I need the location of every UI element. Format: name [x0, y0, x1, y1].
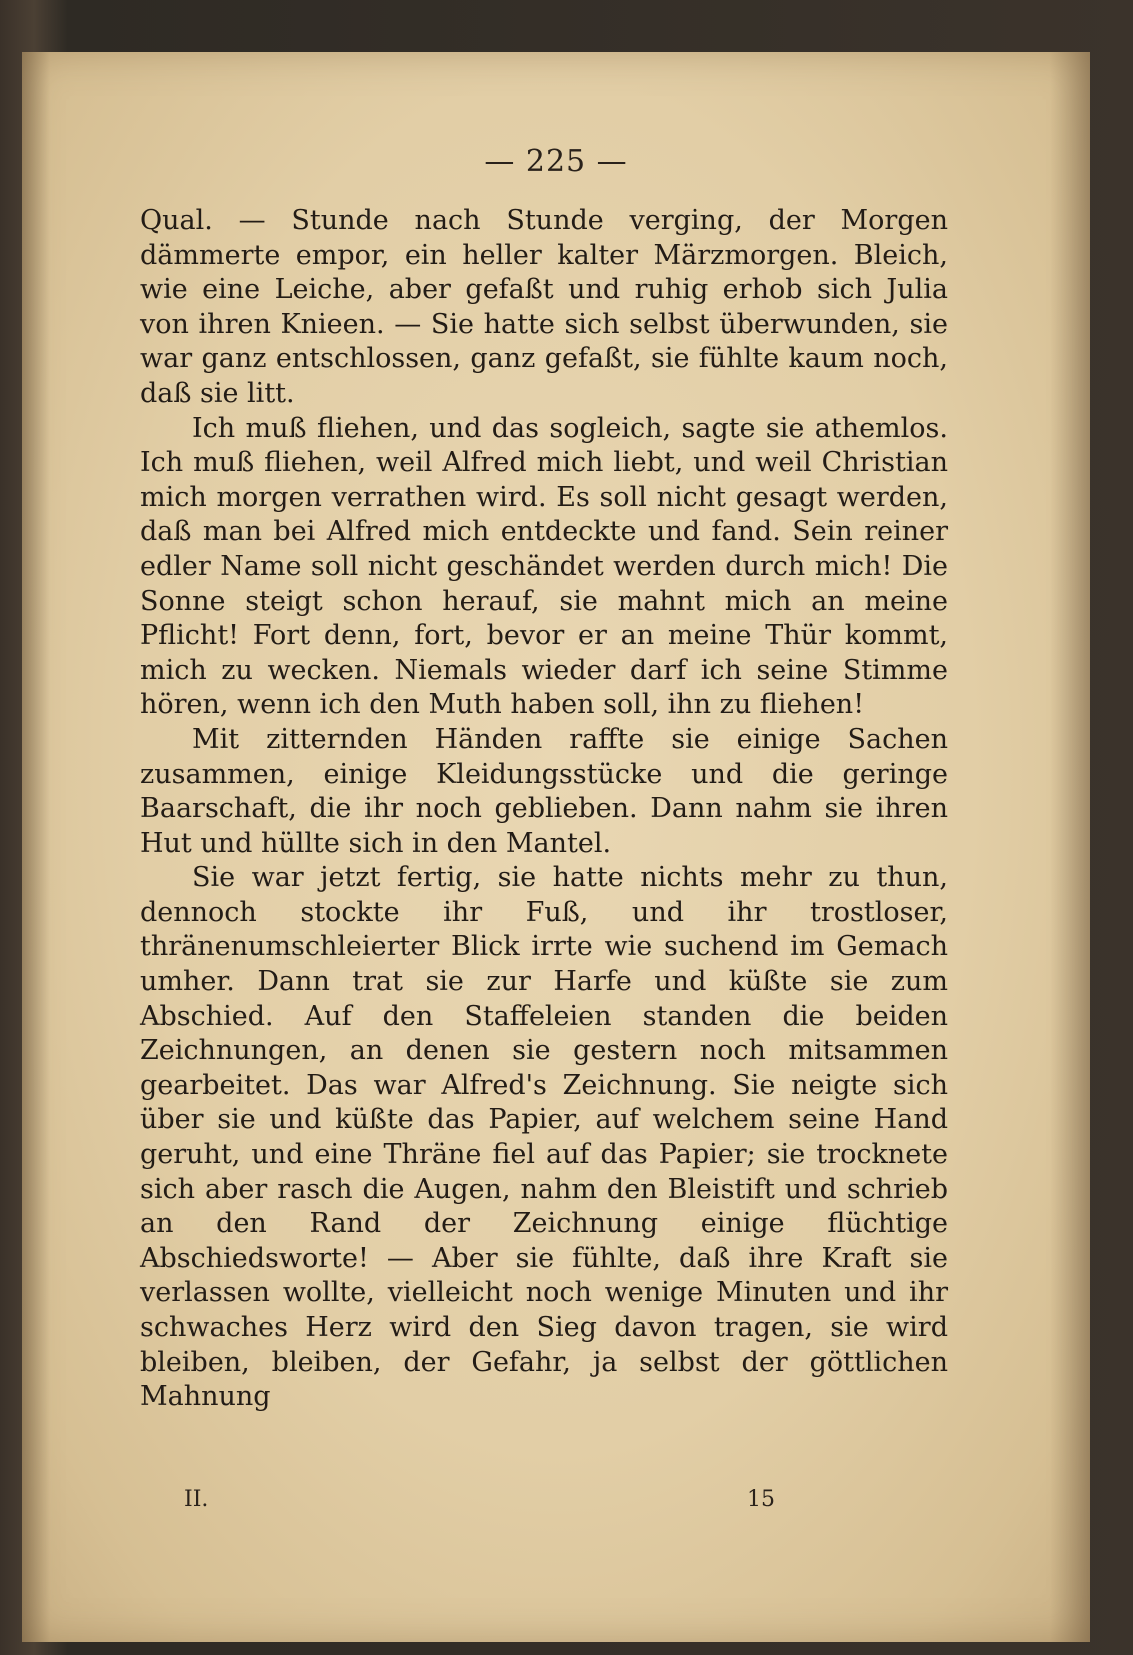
page-header: — 225 — [484, 144, 628, 179]
footer-signature: II. [184, 1487, 209, 1512]
page-body [140, 204, 948, 1415]
footer-number: 15 [747, 1487, 775, 1512]
paragraph-4: Sie war jetzt fertig, sie hatte nichts mehr zu thun, dennoch stockte ihr Fuß, und ihr trostloser, thränenumschleierter Blick irrte wie suchend im Gemach umher. Dann trat sie zur Harfe und küßte sie zum Abschied. Auf den Staffeleien standen die beiden Zeichnungen, an denen sie gestern noch mitsammen gearbeitet. Das war Alfred's Zeichnung. Sie neigte sich über sie und küßte das Papier, auf welchem seine Hand geruht, und eine Thräne fiel auf das Papier; sie trocknete sich aber rasch die Augen, nahm den Bleistift und schrieb an den Rand der Zeichnung einige flüchtige Abschiedsworte! — Aber sie fühlte, daß ihre Kraft sie verlassen wollte, vielleicht noch wenige Minuten und ihr schwaches Herz wird den Sieg davon tragen, sie wird bleiben, bleiben, der Gefahr, ja selbst der göttlichen Mahnung [140, 862, 948, 1413]
book-page [22, 52, 1090, 1642]
paragraph-1: Qual. — Stunde nach Stunde verging, der Morgen dämmerte empor, ein heller kalter Märzmorgen. Bleich, wie eine Leiche, aber gefaßt und ruhig erhob sich Julia von ihren Knieen. — Sie hatte sich selbst überwunden, sie war ganz entschlossen, ganz gefaßt, sie fühlte kaum noch, daß sie litt. [140, 205, 948, 409]
paragraph-3: Mit zitternden Händen raffte sie einige Sachen zusammen, einige Kleidungsstücke und die geringe Baarschaft, die ihr noch geblieben. Dann nahm sie ihren Hut und hüllte sich in den Mantel. [140, 723, 948, 859]
paragraph-2: Ich muß fliehen, und das sogleich, sagte sie athemlos. Ich muß fliehen, weil Alfred mich liebt, und weil Christian mich morgen verrathen wird. Es soll nicht gesagt werden, daß man bei Alfred mich entdeckte und fand. Sein reiner edler Name soll nicht geschändet werden durch mich! Die Sonne steigt schon herauf, sie mahnt mich an meine Pflicht! Fort denn, fort, bevor er an meine Thür kommt, mich zu wecken. Niemals wieder darf ich seine Stimme hören, wenn ich den Muth haben soll, ihn zu fliehen! [140, 412, 948, 721]
